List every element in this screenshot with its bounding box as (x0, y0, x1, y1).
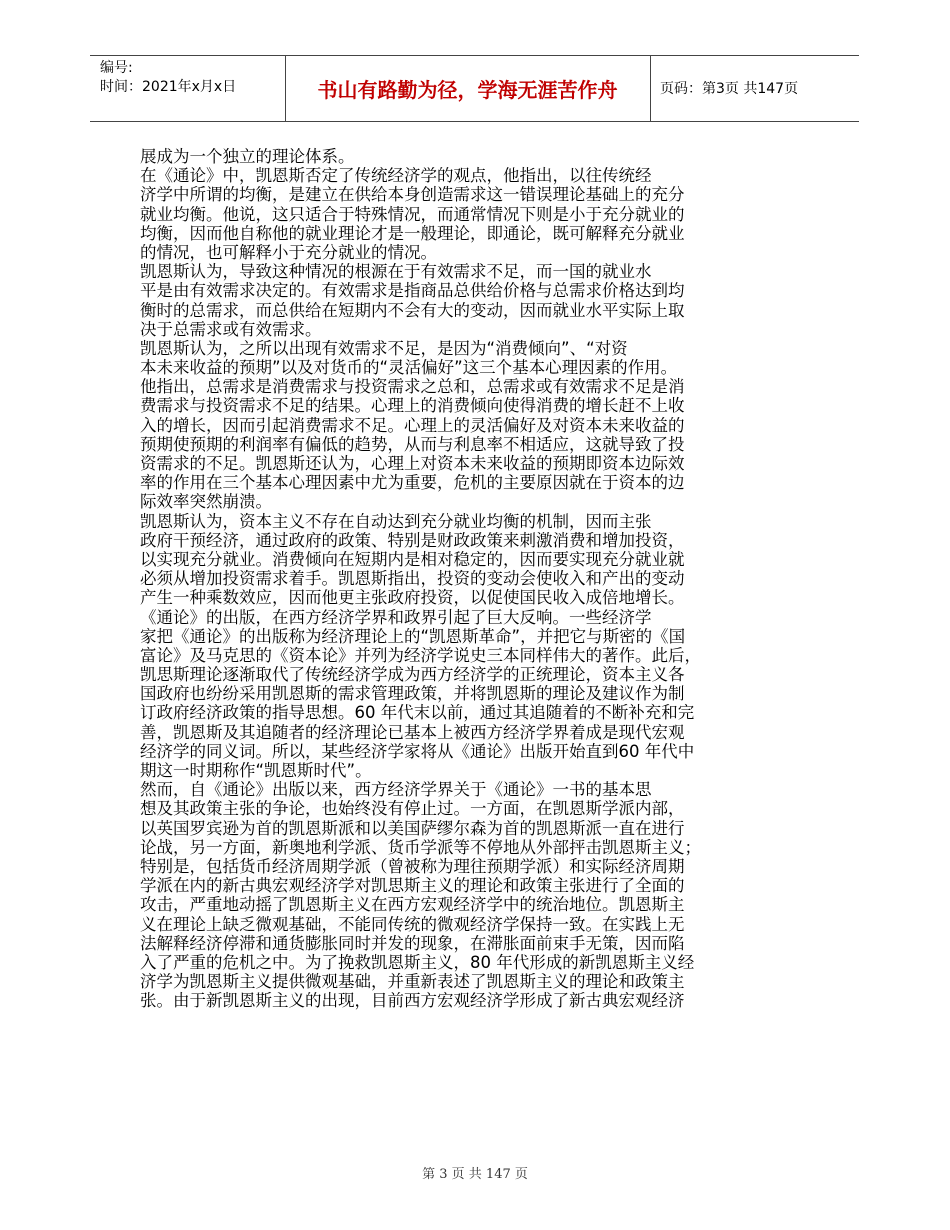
header-bottom-rule (90, 121, 859, 122)
document-body (140, 147, 780, 1010)
text-line: 富论》及马克思的《资本论》并列为经济学说史三本同样伟大的著作。此后， (140, 645, 701, 665)
text-line: 必须从增加投资需求着手。凯恩斯指出，投资的变动会使收入和产出的变动 (140, 569, 685, 589)
document-time-label: 时间：2021年x月x日 (100, 79, 237, 95)
text-line: 学派在内的新古典宏观经济学对凯思斯主义的理论和政策主张进行了全面的 (140, 876, 685, 896)
page-footer: 第 3 页 共 147 页 (422, 1167, 528, 1182)
text-line: 入了严重的危机之中。为了挽救凯恩斯主义，80 年代形成的新凯恩斯主义经 (140, 952, 695, 972)
text-line: 的情况，也可解释小于充分就业的情况。 (140, 242, 437, 262)
text-line: 凯恩斯认为，导致这种情况的根源在于有效需求不足，而一国的就业水 (140, 262, 652, 282)
text-line: 然而，自《通论》出版以来，西方经济学界关于《通论》一书的基本思 (140, 780, 652, 800)
text-line: 张。由于新凯恩斯主义的出现，目前西方宏观经济学形成了新古典宏观经济 (140, 991, 685, 1011)
text-line: 政府干预经济，通过政府的政策、特别是财政政策来刺激消费和增加投资， (140, 530, 685, 550)
text-line: 均衡，因而他自称他的就业理论才是一般理论，即通论，既可解释充分就业 (140, 223, 685, 243)
header-divider-right (650, 55, 651, 121)
text-line: 法解释经济停滞和通货膨胀同时并发的现象，在滞胀面前束手无策，因而陷 (140, 933, 685, 953)
text-line: 期这一时期称作“凯恩斯时代”。 (140, 761, 372, 780)
text-line: 订政府经济政策的指导思想。60 年代末以前，通过其追随着的不断补充和完 (140, 703, 695, 723)
text-line: 凯恩斯认为，资本主义不存在自动达到充分就业均衡的机制，因而主张 (140, 511, 652, 531)
document-number-label: 编号: (100, 60, 133, 76)
text-line: 国政府也纷纷采用凯恩斯的需求管理政策，并将凯恩斯的理论及建议作为制 (140, 684, 685, 704)
text-line: 义在理论上缺乏微观基础，不能同传统的微观经济学保持一致。在实践上无 (140, 914, 685, 934)
text-line: 率的作用在三个基本心理因素中尤为重要，危机的主要原因就在于资本的边 (140, 473, 685, 493)
text-line: 善，凯恩斯及其追随者的经济理论已基本上被西方经济学界着成是现代宏观 (140, 722, 685, 742)
text-line: 在《通论》中，凯恩斯否定了传统经济学的观点，他指出，以往传统经 (140, 166, 652, 186)
text-line: 以实现充分就业。消费倾向在短期内是相对稳定的，因而要实现充分就业就 (140, 549, 685, 569)
text-line: 衡时的总需求，而总供给在短期内不会有大的变动，因而就业水平实际上取 (140, 300, 685, 320)
text-line: 家把《通论》的出版称为经济理论上的“凯恩斯革命”，并把它与斯密的《国 (140, 626, 686, 646)
text-line: 论战，另一方面，新奥地利学派、货币学派等不停地从外部抨击凯恩斯主义； (140, 837, 701, 857)
text-line: 济学为凯恩斯主义提供微观基础，并重新表述了凯恩斯主义的理论和政策主 (140, 972, 685, 992)
text-line: 费需求与投资需求不足的结果。心理上的消费倾向使得消费的增长赶不上收 (140, 396, 685, 416)
text-line: 展成为一个独立的理论体系。 (140, 147, 355, 166)
text-line: 经济学的同义词。所以，某些经济学家将从《通论》出版开始直到60 年代中 (140, 741, 695, 761)
header-meta (100, 59, 236, 97)
text-line: 凯思斯理论逐渐取代了传统经济学成为西方经济学的正统理论，资本主义各 (140, 665, 685, 685)
text-line: 《通论》的出版，在西方经济学界和政界引起了巨大反响。一些经济学 (140, 607, 652, 627)
text-line: 预期使预期的利润率有偏低的趋势，从而与利息率不相适应，这就导致了投 (140, 434, 685, 454)
text-line: 济学中所谓的均衡，是建立在供给本身创造需求这一错误理论基础上的充分 (140, 185, 685, 205)
text-line: 入的增长，因而引起消费需求不足。心理上的灵活偏好及对资本未来收益的 (140, 415, 685, 435)
text-line: 平是由有效需求决定的。有效需求是指商品总供给价格与总需求价格达到均 (140, 281, 685, 301)
text-line: 特别是，包括货币经济周期学派（曾被称为理往预期学派）和实际经济周期 (140, 856, 685, 876)
text-line: 就业均衡。他说，这只适合于特殊情况，而通常情况下则是小于充分就业的 (140, 204, 685, 224)
text-line: 攻击，严重地动摇了凯恩斯主义在西方宏观经济学中的统治地位。凯恩斯主 (140, 895, 685, 915)
text-line: 产生一种乘数效应，因而他更主张政府投资，以促使国民收入成倍地增长。 (140, 588, 685, 608)
text-line: 资需求的不足。凯恩斯还认为，心理上对资本未来收益的预期即资本边际效 (140, 454, 685, 473)
text-line: 决于总需求或有效需求。 (140, 319, 322, 339)
text-line: 想及其政策主张的争论，也始终没有停止过。一方面，在凯恩斯学派内部， (140, 799, 685, 819)
text-line: 本未来收益的预期”以及对货币的“灵活偏好”这三个基本心理因素的作用。 (140, 358, 678, 378)
header-motto: 书山有路勤为径，学海无涯苦作舟 (317, 77, 618, 102)
header-page-info: 页码：第3页 共147页 (660, 81, 799, 97)
text-line: 凯恩斯认为，之所以出现有效需求不足，是因为“消费倾向”、“对资 (140, 338, 628, 358)
text-line: 以英国罗宾逊为首的凯恩斯派和以美国萨缪尔森为首的凯恩斯派一直在进行 (140, 818, 685, 838)
text-line: 际效率突然崩溃。 (140, 492, 272, 512)
text-line: 他指出，总需求是消费需求与投资需求之总和，总需求或有效需求不足是消 (140, 377, 685, 397)
